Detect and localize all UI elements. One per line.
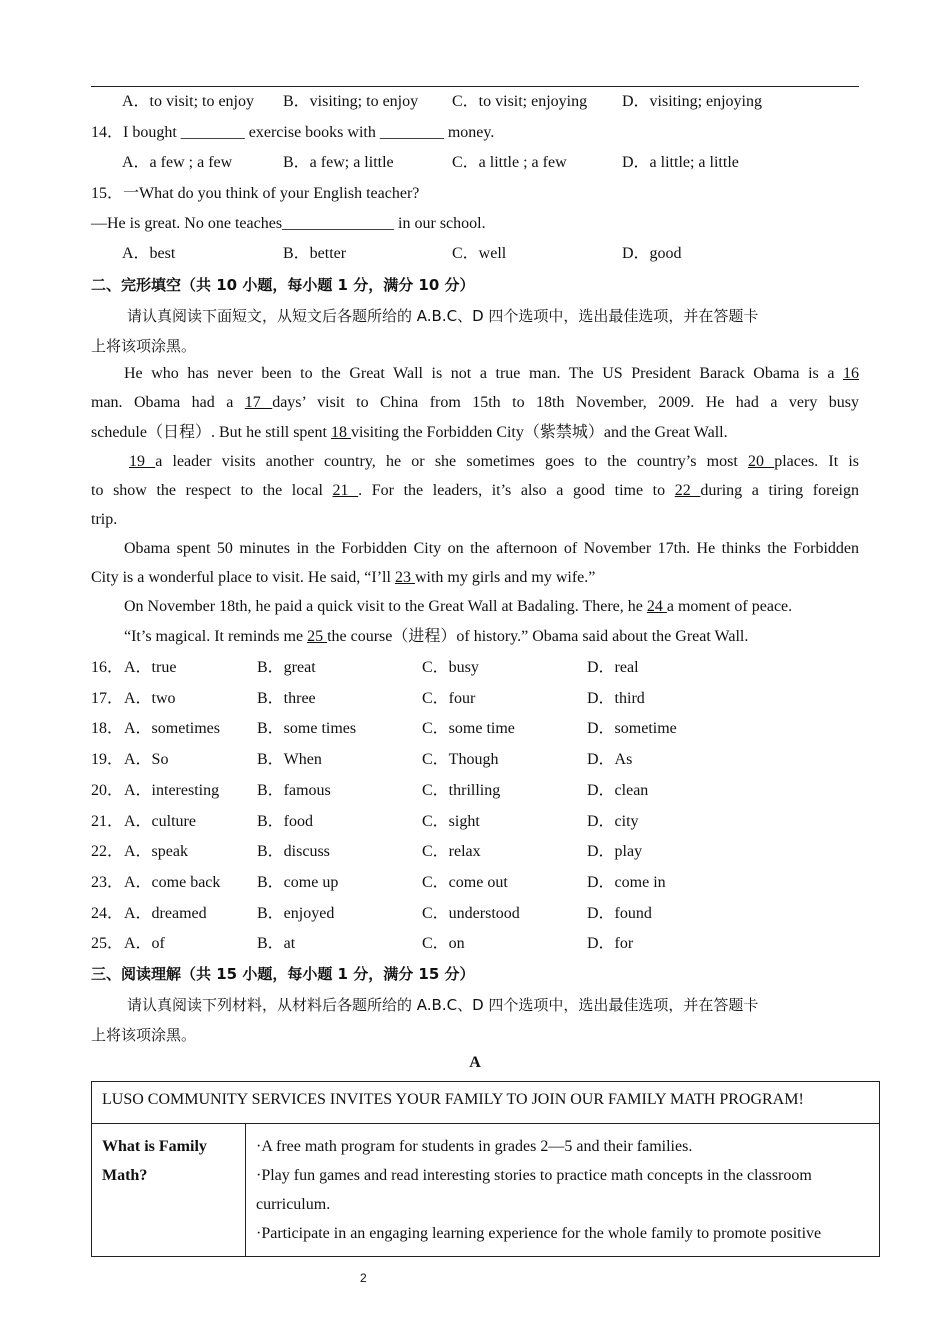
q15-option-d: D．good <box>622 245 682 262</box>
q14-option-d: D．a little; a little <box>622 154 739 171</box>
section3-heading: 三、阅读理解（共 15 小题，每小题 1 分，满分 15 分） <box>91 965 475 983</box>
option-d: D．found <box>587 904 652 922</box>
option-b: B．come up <box>257 873 339 891</box>
text: places. It is <box>774 453 860 470</box>
option-b: B．great <box>257 659 316 676</box>
option-c: C．come out <box>422 873 508 891</box>
cloze-paragraph-5 <box>124 627 748 647</box>
text: City is a wonderful place to visit. He said, “I’ll <box>91 569 395 586</box>
blank-22: 22 <box>674 482 701 499</box>
cloze-paragraph-2-line-1 <box>91 452 859 472</box>
blank-21: 21 <box>332 482 359 499</box>
q14-option-b: B．a few; a little <box>283 154 394 171</box>
section2-instruction-2: 上将该项涂黑。 <box>91 337 197 355</box>
cloze-paragraph-2-line-2 <box>91 481 859 501</box>
cloze-paragraph-4 <box>124 597 792 617</box>
q15-stem-1: 15．一What do you think of your English teacher? <box>91 185 420 202</box>
q15-stem-2: —He is great. No one teaches______________ in our school. <box>91 215 486 232</box>
notice-label: What is Family Math? <box>92 1124 246 1257</box>
option-a: A．culture <box>124 812 196 830</box>
option-b: B．three <box>257 689 316 707</box>
blank-18: 18 <box>330 424 351 441</box>
option-a: A．So <box>124 751 169 769</box>
option-c: C．thrilling <box>422 781 501 799</box>
q15-option-a: A．best <box>122 245 176 262</box>
q14-option-a: A．a few ; a few <box>122 154 233 171</box>
option-b: B．When <box>257 751 322 769</box>
cloze-paragraph-1-line-1 <box>91 364 859 384</box>
text: a leader visits another country, he or she sometimes goes to the country’s most <box>155 453 748 470</box>
blank-17: 17 <box>244 394 273 411</box>
blank-19: 19 <box>129 453 156 470</box>
question-number: 19． <box>91 751 124 769</box>
notice-bullet-2: ·Play fun games and read interesting stories to practice math concepts in the classroom curriculum. <box>256 1167 812 1213</box>
text: days’ visit to China from 15th to 18th November, 2009. He had a very busy <box>272 394 860 411</box>
text: “It’s magical. It reminds me <box>124 628 308 645</box>
text: with my girls and my wife.” <box>414 569 596 586</box>
text: during a tiring foreign <box>700 482 859 499</box>
option-d: D．third <box>587 689 645 707</box>
question-number: 25． <box>91 935 124 953</box>
question-number: 24． <box>91 904 124 922</box>
question-number: 20． <box>91 781 124 799</box>
option-a: A．sometimes <box>124 720 220 738</box>
option-d: D．city <box>587 812 639 830</box>
text: On November 18th, he paid a quick visit to the Great Wall at Badaling. There, he <box>124 598 647 615</box>
section2-instruction-1: 请认真阅读下面短文，从短文后各题所给的 A.B.C、D 四个选项中，选出最佳选项，并在答题卡 <box>127 307 759 325</box>
option-c: C．Though <box>422 751 499 769</box>
question-number: 17． <box>91 689 124 707</box>
option-d: D．sometime <box>587 720 677 738</box>
text: . For the leaders, it’s also a good time to <box>358 482 675 499</box>
q14-option-c: C．a little ; a few <box>452 154 567 171</box>
header-rule <box>91 86 859 87</box>
cloze-paragraph-3-line-1: Obama spent 50 minutes in the Forbidden City on the afternoon of November 17th. He thinks the Forbidden <box>124 540 859 557</box>
option-a: A．dreamed <box>124 904 207 922</box>
q15-option-b: B．better <box>283 245 347 262</box>
question-number: 16． <box>91 659 124 676</box>
notice-bullet-3: ·Participate in an engaging learning experience for the whole family to promote positive <box>256 1225 822 1242</box>
blank-25: 25 <box>307 628 328 645</box>
cloze-paragraph-1-line-2 <box>91 393 859 413</box>
option-d: D．real <box>587 659 639 676</box>
option-c: C．understood <box>422 904 520 922</box>
notice-title: LUSO COMMUNITY SERVICES INVITES YOUR FAMILY TO JOIN OUR FAMILY MATH PROGRAM! <box>92 1082 880 1124</box>
option-c: C．some time <box>422 720 515 738</box>
blank-23: 23 <box>394 569 415 586</box>
option-d: D．As <box>587 751 633 769</box>
option-b: B．discuss <box>257 843 330 861</box>
q13-option-b: B．visiting; to enjoy <box>283 93 419 110</box>
option-b: B．famous <box>257 781 331 799</box>
q13-option-d: D．visiting; enjoying <box>622 93 763 110</box>
cloze-paragraph-3-line-2 <box>91 568 595 588</box>
option-a: A．come back <box>124 873 221 891</box>
blank-24: 24 <box>646 598 667 615</box>
section3-instruction-1: 请认真阅读下列材料，从材料后各题所给的 A.B.C、D 四个选项中，选出最佳选项，并在答题卡 <box>127 996 759 1014</box>
page-number: 2 <box>360 1271 367 1285</box>
text: man. Obama had a <box>91 394 245 411</box>
option-a: A．interesting <box>124 781 220 799</box>
option-b: B．some times <box>257 720 357 738</box>
blank-16: 16 <box>843 365 859 382</box>
option-d: D．come in <box>587 873 666 891</box>
question-number: 23． <box>91 873 124 891</box>
cloze-paragraph-2-line-3: trip. <box>91 511 118 528</box>
option-b: B．at <box>257 935 296 953</box>
option-c: C．four <box>422 689 476 707</box>
option-a: A．of <box>124 935 165 953</box>
q14-stem: 14．I bought ________ exercise books with ________ money. <box>91 124 495 141</box>
question-number: 21． <box>91 812 124 830</box>
option-c: C．busy <box>422 659 479 676</box>
text: to show the respect to the local <box>91 482 333 499</box>
option-b: B．food <box>257 812 314 830</box>
option-c: C．relax <box>422 843 481 861</box>
notice-bullet-1: ·A free math program for students in grades 2—5 and their families. <box>256 1138 693 1155</box>
q13-option-c: C．to visit; enjoying <box>452 93 588 110</box>
q13-option-a: A．to visit; to enjoy <box>122 93 255 110</box>
q15-option-c: C．well <box>452 245 507 262</box>
text: a moment of peace. <box>666 598 793 615</box>
option-d: D．play <box>587 843 643 861</box>
passage-label: A <box>469 1054 481 1071</box>
blank-20: 20 <box>747 453 775 470</box>
option-a: A．speak <box>124 843 188 861</box>
option-c: C．sight <box>422 812 480 830</box>
option-a: A．true <box>124 659 177 676</box>
text: visiting the Forbidden City（紫禁城）and the Great Wall. <box>350 424 728 441</box>
option-d: D．for <box>587 935 634 953</box>
section3-instruction-2: 上将该项涂黑。 <box>91 1026 197 1044</box>
text: the course（进程）of history.” Obama said about the Great Wall. <box>327 628 749 645</box>
text: schedule（日程）. But he still spent <box>91 424 331 441</box>
option-a: A．two <box>124 689 176 707</box>
option-c: C．on <box>422 935 465 953</box>
text: He who has never been to the Great Wall is not a true man. The US President Barack Obama is a <box>124 365 843 382</box>
question-number: 22． <box>91 843 124 861</box>
option-d: D．clean <box>587 781 649 799</box>
question-number: 18． <box>91 720 124 738</box>
family-math-notice <box>91 1081 880 1257</box>
notice-body <box>246 1124 880 1257</box>
section2-heading: 二、完形填空（共 10 小题，每小题 1 分，满分 10 分） <box>91 276 475 294</box>
cloze-paragraph-1-line-3 <box>91 423 728 443</box>
option-b: B．enjoyed <box>257 904 335 922</box>
